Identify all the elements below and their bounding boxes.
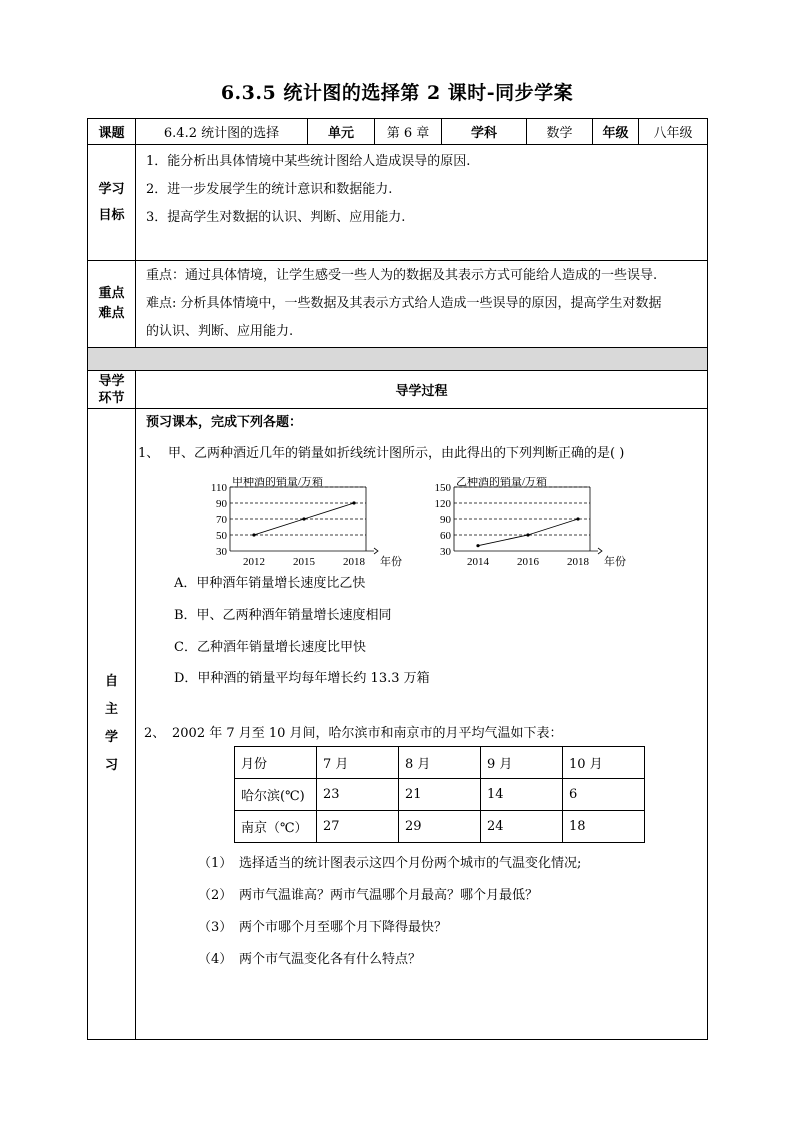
table-header-cell: 10 月 bbox=[563, 747, 645, 779]
table-row bbox=[235, 779, 645, 811]
y-tick-label: 110 bbox=[210, 482, 227, 494]
y-tick-label: 150 bbox=[434, 482, 451, 494]
sub-q4-number: （4） bbox=[198, 952, 233, 967]
table-cell: 14 bbox=[481, 779, 563, 811]
study-sheet-table bbox=[87, 118, 708, 1040]
grade-label: 年级 bbox=[593, 119, 639, 145]
table-header-row bbox=[235, 747, 645, 779]
data-point bbox=[302, 517, 305, 520]
table-header-cell: 9 月 bbox=[481, 747, 563, 779]
x-tick-label: 2016 bbox=[517, 556, 539, 567]
data-point bbox=[476, 544, 479, 547]
grade-value: 八年级 bbox=[639, 119, 708, 145]
table-cell: 哈尔滨(℃) bbox=[235, 779, 317, 811]
table-cell: 6 bbox=[563, 779, 645, 811]
keypoints-label: 重点 难点 bbox=[88, 261, 136, 348]
table-cell: 23 bbox=[317, 779, 399, 811]
goals-label: 学习 目标 bbox=[88, 145, 136, 261]
chart-title: 乙种酒的销量/万箱 bbox=[456, 477, 548, 488]
y-tick-label: 60 bbox=[440, 530, 451, 542]
sub-q2-number: （2） bbox=[198, 888, 233, 903]
table-cell: 南京（℃） bbox=[235, 811, 317, 843]
sub-q4-text: 两个市气温变化各有什么特点？ bbox=[239, 952, 422, 967]
table-cell: 21 bbox=[399, 779, 481, 811]
x-tick-label: 2018 bbox=[343, 556, 365, 567]
q1-option-a: A．甲种酒年销量增长速度比乙快 bbox=[174, 576, 366, 591]
process-label: 导学 环节 bbox=[88, 371, 136, 409]
x-tick-label: 2012 bbox=[243, 556, 265, 567]
sub-q2-text: 两市气温谁高？两市气温哪个月最高？哪个月最低？ bbox=[239, 888, 539, 903]
y-tick-label: 50 bbox=[216, 530, 227, 542]
table-header-cell: 8 月 bbox=[399, 747, 481, 779]
topic-label: 课题 bbox=[88, 119, 136, 145]
q2-number: 2、 bbox=[144, 726, 166, 741]
unit-label: 单元 bbox=[308, 119, 375, 145]
q1-text: 甲、乙两种酒近几年的销量如折线统计图所示，由此得出的下列判断正确的是( ) bbox=[168, 446, 625, 461]
table-cell: 27 bbox=[317, 811, 399, 843]
data-point bbox=[252, 533, 255, 536]
page-title: 6.3.5 统计图的选择第 2 课时-同步学案 bbox=[220, 82, 574, 104]
process-heading: 导学过程 bbox=[136, 371, 708, 409]
x-axis-arrow bbox=[374, 548, 378, 554]
x-tick-label: 2018 bbox=[567, 556, 589, 567]
unit-value: 第 6 章 bbox=[375, 119, 442, 145]
y-tick-label: 30 bbox=[216, 546, 227, 558]
subject-value: 数学 bbox=[527, 119, 593, 145]
y-tick-label: 70 bbox=[216, 514, 227, 526]
data-point bbox=[576, 517, 579, 520]
x-axis-label: 年份 bbox=[380, 556, 402, 567]
q1-option-c: C．乙种酒年销量增长速度比甲快 bbox=[174, 640, 366, 655]
table-header-cell: 7 月 bbox=[317, 747, 399, 779]
y-tick-label: 30 bbox=[440, 546, 451, 558]
temperature-table bbox=[234, 746, 645, 843]
x-axis-arrow bbox=[598, 548, 602, 554]
x-tick-label: 2014 bbox=[467, 556, 489, 567]
x-axis-label: 年份 bbox=[604, 556, 626, 567]
self-study-label: 自 主 学 习 bbox=[88, 409, 136, 1040]
data-point bbox=[526, 533, 529, 536]
q1-number: 1、 bbox=[138, 446, 160, 461]
subject-label: 学科 bbox=[442, 119, 527, 145]
keypoint-line: 难点: 分析具体情境中，一些数据及其表示方式给人造成一些误导的原因，提高学生对数据 bbox=[146, 296, 662, 311]
chart-title: 甲种酒的销量/万箱 bbox=[232, 477, 324, 488]
goal-item: 3．提高学生对数据的认识、判断、应用能力. bbox=[146, 210, 406, 225]
data-point bbox=[352, 501, 355, 504]
chart-yi-sales bbox=[418, 477, 638, 567]
table-cell: 18 bbox=[563, 811, 645, 843]
goal-item: 2．进一步发展学生的统计意识和数据能力. bbox=[146, 182, 393, 197]
goals-content bbox=[136, 145, 708, 261]
y-tick-label: 90 bbox=[216, 498, 227, 510]
sub-q1-number: （1） bbox=[198, 856, 233, 871]
q2-text: 2002 年 7 月至 10 月间，哈尔滨市和南京市的月平均气温如下表： bbox=[172, 726, 563, 741]
goal-item: 1．能分析出具体情境中某些统计图给人造成误导的原因. bbox=[146, 154, 471, 169]
intro-text: 预习课本，完成下列各题： bbox=[146, 415, 303, 430]
table-header-cell: 月份 bbox=[235, 747, 317, 779]
q1-option-d: D．甲种酒的销量平均每年增长约 13.3 万箱 bbox=[174, 671, 430, 686]
table-cell: 24 bbox=[481, 811, 563, 843]
x-tick-label: 2015 bbox=[293, 556, 315, 567]
sub-q3-number: （3） bbox=[198, 920, 233, 935]
y-tick-label: 90 bbox=[440, 514, 451, 526]
chart-jia-sales bbox=[194, 477, 414, 567]
keypoints-content bbox=[136, 261, 708, 348]
keypoint-line: 重点：通过具体情境，让学生感受一些人为的数据及其表示方式可能给人造成的一些误导. bbox=[146, 268, 658, 283]
table-row bbox=[235, 811, 645, 843]
table-cell: 29 bbox=[399, 811, 481, 843]
series-line bbox=[478, 519, 578, 546]
y-tick-label: 120 bbox=[434, 498, 451, 510]
topic-value: 6.4.2 统计图的选择 bbox=[136, 119, 308, 145]
q1-option-b: B．甲、乙两种酒年销量增长速度相同 bbox=[174, 608, 392, 623]
sub-q3-text: 两个市哪个月至哪个月下降得最快？ bbox=[239, 920, 448, 935]
self-study-content bbox=[136, 409, 708, 1040]
gray-divider bbox=[88, 348, 708, 371]
sub-q1-text: 选择适当的统计图表示这四个月份两个城市的气温变化情况; bbox=[239, 856, 582, 871]
keypoint-line: 的认识、判断、应用能力. bbox=[146, 324, 294, 339]
